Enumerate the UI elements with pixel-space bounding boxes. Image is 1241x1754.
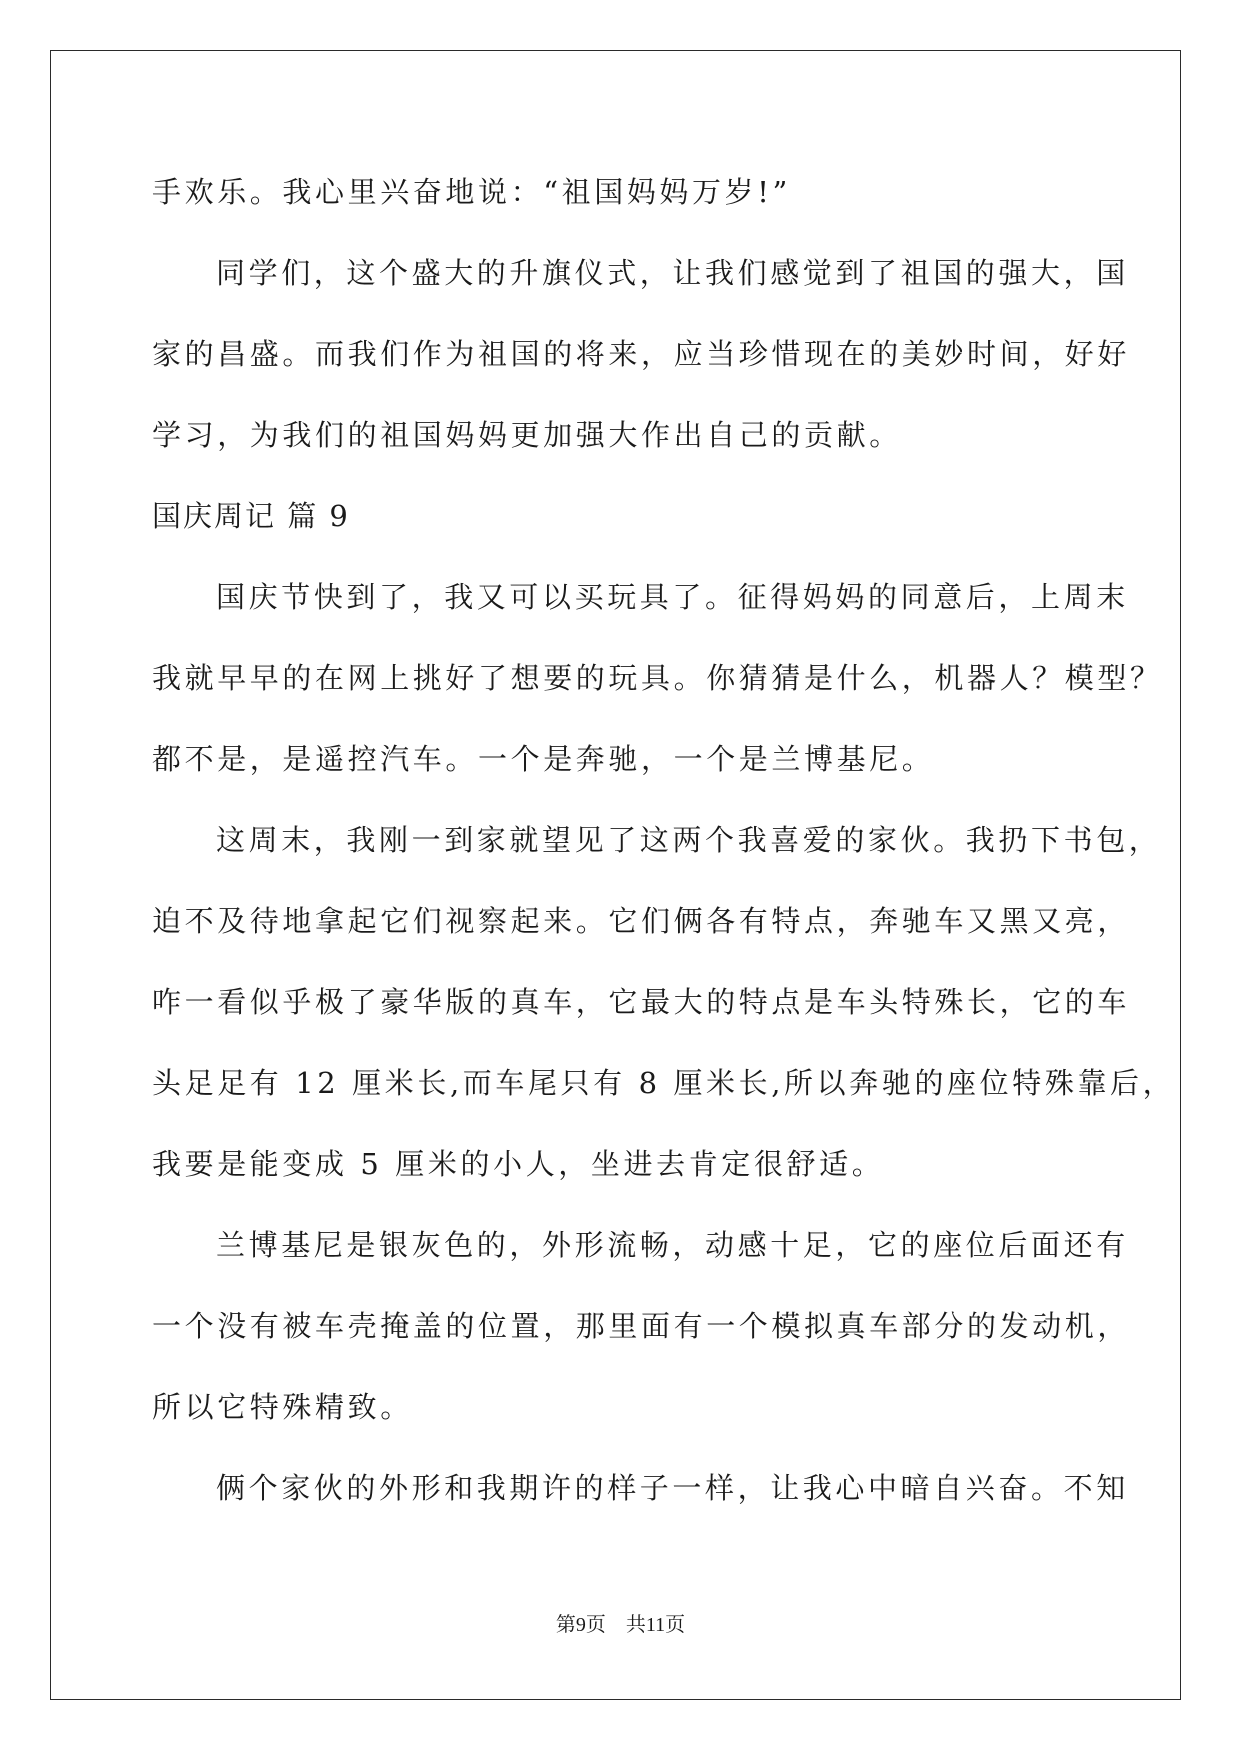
text-line: 迫不及待地拿起它们视察起来。它们俩各有特点，奔驰车又黑又亮， xyxy=(152,904,1131,938)
section-heading: 国庆周记 篇 9 xyxy=(152,499,350,533)
page-prefix: 第 xyxy=(555,1612,576,1636)
text-line: 我就早早的在网上挑好了想要的玩具。你猜猜是什么，机器人？模型？ xyxy=(152,661,1163,695)
paragraph-start: 这周末，我刚一到家就望见了这两个我喜爱的家伙。我扔下书包， xyxy=(216,823,1162,857)
text-line: 家的昌盛。而我们作为祖国的将来，应当珍惜现在的美妙时间，好好 xyxy=(152,337,1131,371)
text-line: 所以它特殊精致。 xyxy=(152,1390,413,1424)
paragraph-start: 兰博基尼是银灰色的，外形流畅，动感十足，它的座位后面还有 xyxy=(216,1228,1129,1262)
text-line: 都不是，是遥控汽车。一个是奔驰，一个是兰博基尼。 xyxy=(152,742,935,776)
total-pages: 11 xyxy=(645,1614,666,1636)
page-suffix: 页 xyxy=(585,1612,606,1636)
text-line: 学习，为我们的祖国妈妈更加强大作出自己的贡献。 xyxy=(152,418,902,452)
total-prefix: 共 xyxy=(625,1612,646,1636)
page-number: 9 xyxy=(575,1614,586,1636)
text-line: 手欢乐。我心里兴奋地说：“祖国妈妈万岁!” xyxy=(152,175,791,209)
page-footer xyxy=(0,1608,1241,1637)
text-line: 咋一看似乎极了豪华版的真车，它最大的特点是车头特殊长，它的车 xyxy=(152,985,1131,1019)
document-body xyxy=(152,152,1176,1529)
paragraph-start: 国庆节快到了，我又可以买玩具了。征得妈妈的同意后，上周末 xyxy=(216,580,1129,614)
text-line: 头足足有 12 厘米长,而车尾只有 8 厘米长,所以奔驰的座位特殊靠后， xyxy=(152,1066,1176,1100)
text-line: 一个没有被车壳掩盖的位置，那里面有一个模拟真车部分的发动机， xyxy=(152,1309,1131,1343)
paragraph-start: 俩个家伙的外形和我期许的样子一样，让我心中暗自兴奋。不知 xyxy=(216,1471,1129,1505)
paragraph-start: 同学们，这个盛大的升旗仪式，让我们感觉到了祖国的强大，国 xyxy=(216,256,1129,290)
total-suffix: 页 xyxy=(665,1612,686,1636)
text-line: 我要是能变成 5 厘米的小人，坐进去肯定很舒适。 xyxy=(152,1147,885,1181)
